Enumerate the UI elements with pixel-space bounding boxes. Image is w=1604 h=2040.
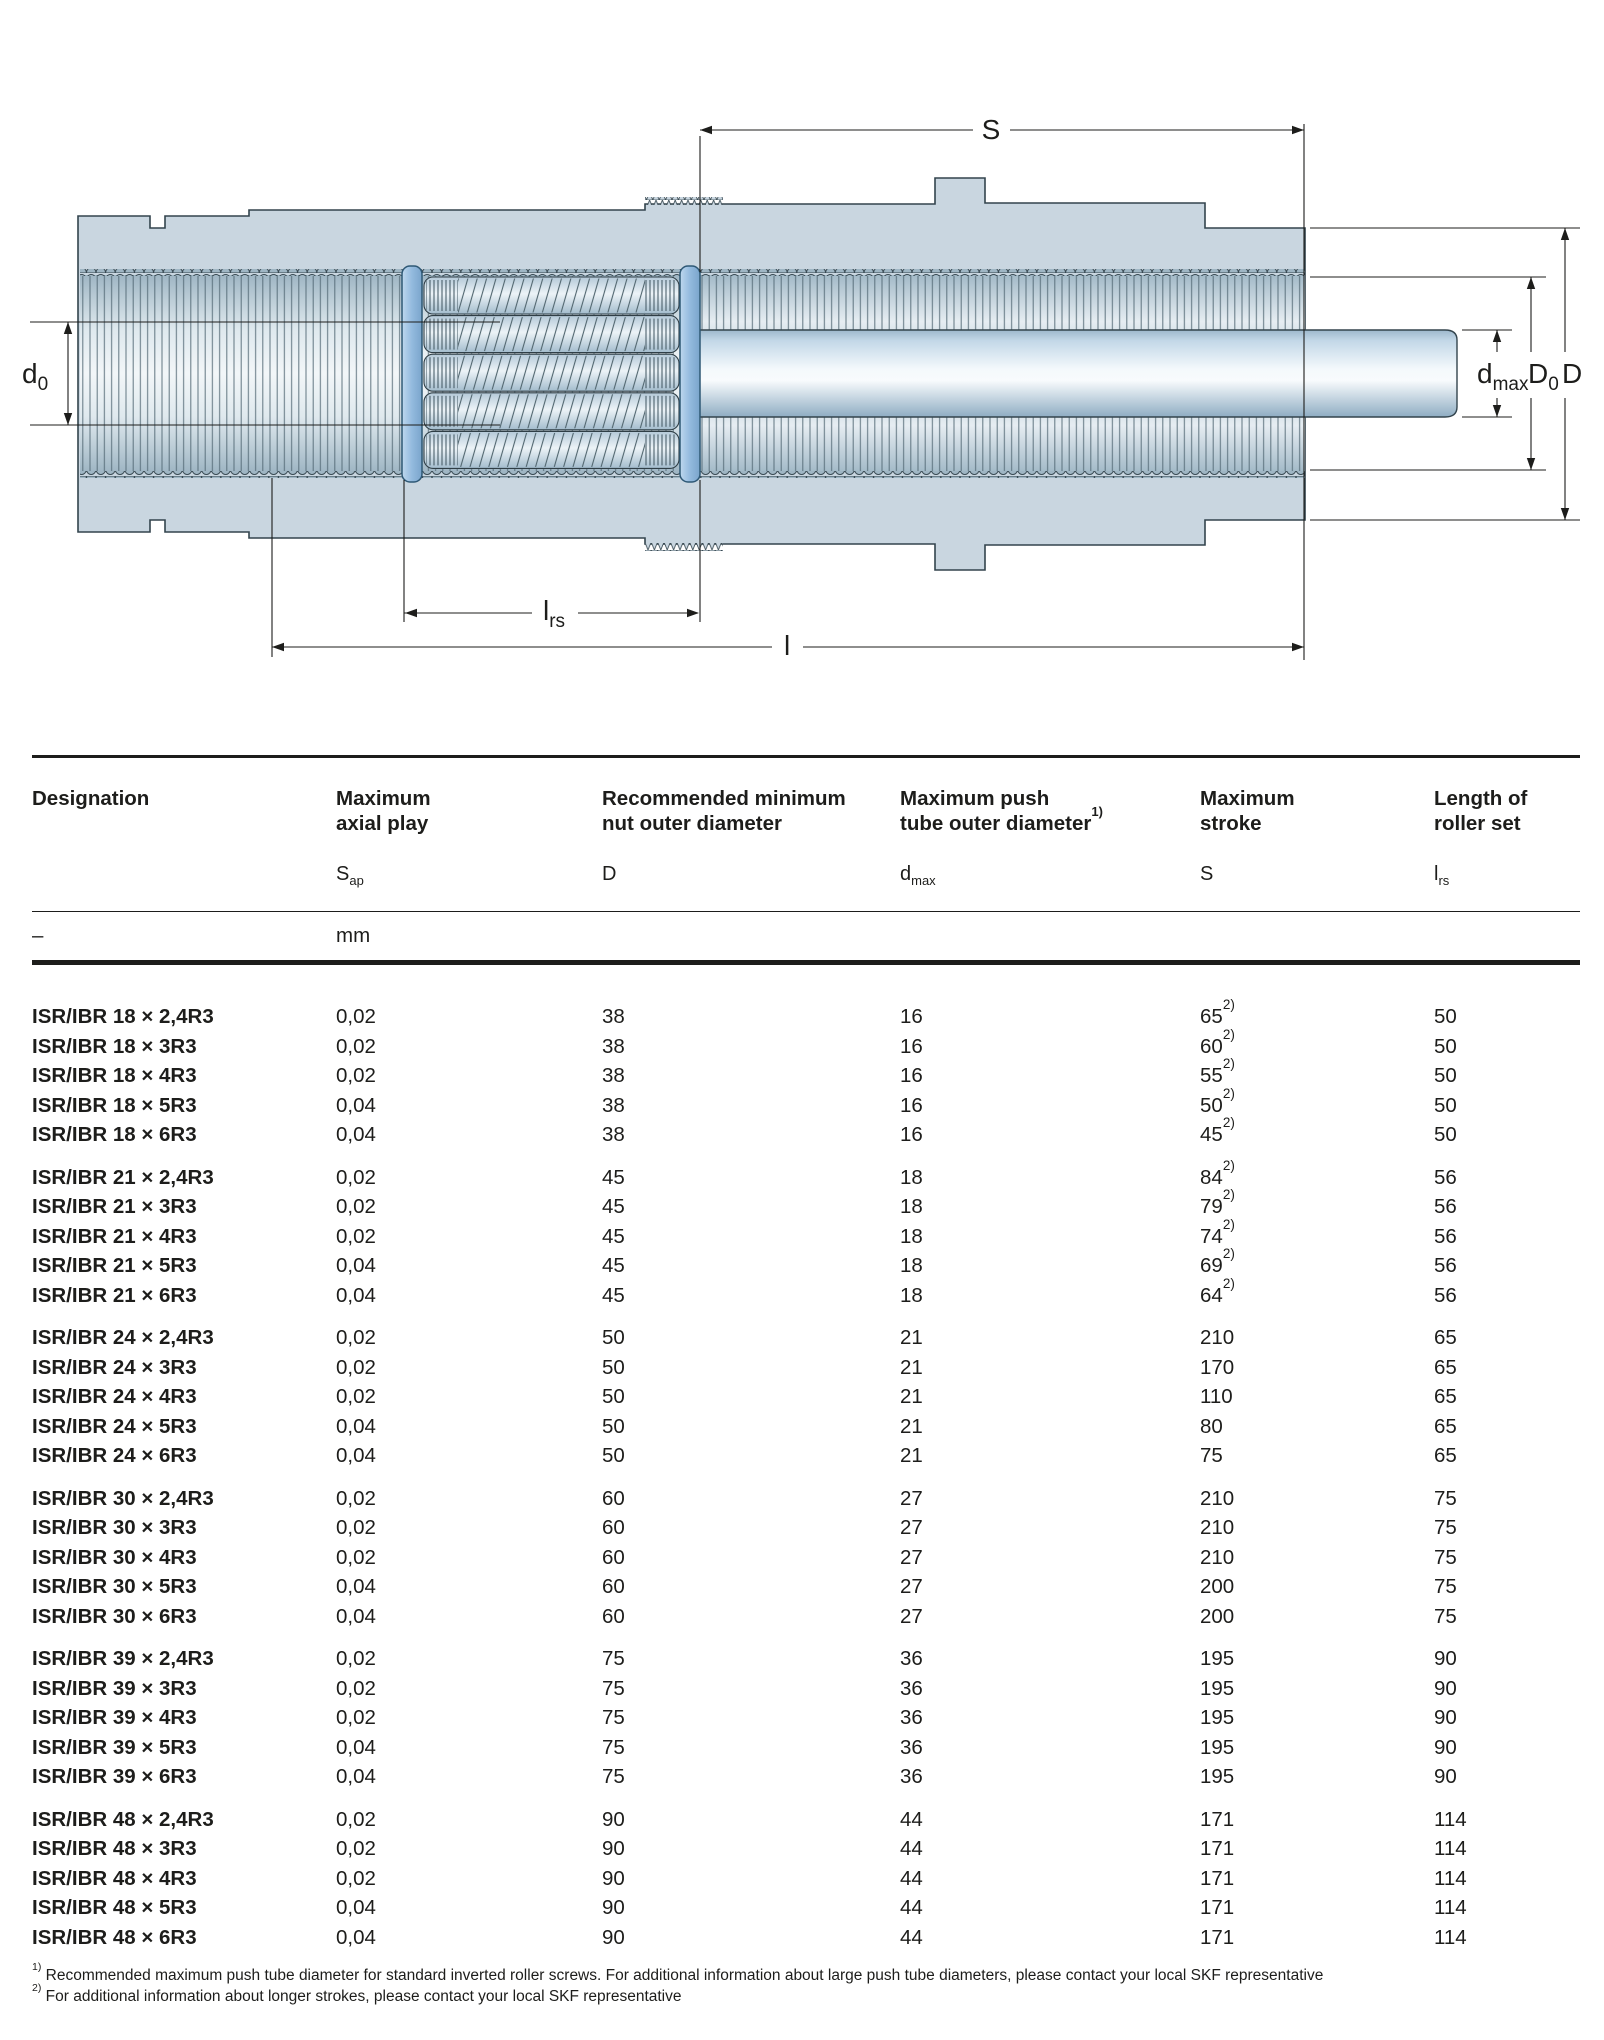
cell-nut-od: 90: [602, 1807, 625, 1831]
cell-designation: ISR/IBR 24 × 3R3: [32, 1355, 197, 1379]
cell-nut-od: 75: [602, 1647, 625, 1670]
footnote-ref-2: 2): [1222, 1056, 1235, 1072]
cell-push-tube-od: 16: [900, 1093, 923, 1117]
table-row: [32, 1484, 1580, 1514]
cell-push-tube-od: 16: [900, 1123, 923, 1146]
cell-push-tube-od: 36: [900, 1735, 923, 1759]
cell-push-tube-od: 16: [900, 1034, 923, 1058]
cell-stroke: 80: [1200, 1414, 1223, 1438]
cell-nut-od: 60: [602, 1545, 625, 1569]
roller: [424, 431, 679, 468]
cell-roller-set-length: 75: [1434, 1486, 1457, 1510]
roller: [424, 277, 679, 314]
cell-designation: ISR/IBR 48 × 3R3: [32, 1837, 197, 1860]
cell-nut-od: 60: [602, 1486, 625, 1510]
cell-roller-set-length: 114: [1434, 1896, 1467, 1919]
col-header-axial-play: Maximum axial play: [336, 786, 431, 835]
col-header-roller-set: Length of roller set: [1434, 786, 1528, 835]
cell-stroke: 50$^{2)}$: [1200, 1085, 1235, 1117]
cell-roller-set-length: 50: [1434, 1093, 1457, 1117]
cell-stroke: 74$^{2)}$: [1200, 1216, 1235, 1248]
cell-designation: ISR/IBR 18 × 5R3: [32, 1093, 197, 1117]
cell-axial-play: 0,02: [336, 1516, 376, 1539]
cell-roller-set-length: 50: [1434, 1005, 1457, 1028]
cell-push-tube-od: 21: [900, 1385, 923, 1408]
cell-nut-od: 38: [602, 1093, 625, 1117]
table-row: [32, 1246, 1580, 1281]
table-row: [32, 1187, 1580, 1222]
table-group: [32, 1157, 1580, 1311]
cell-roller-set-length: 50: [1434, 1064, 1457, 1087]
footnote-ref-1: 1): [1091, 803, 1103, 819]
cell-roller-set-length: 65: [1434, 1444, 1457, 1467]
table-row: [32, 1602, 1580, 1632]
cell-designation: ISR/IBR 21 × 6R3: [32, 1283, 197, 1307]
col-header-nut-od: Recommended minimum nut outer diameter: [602, 786, 846, 835]
cell-stroke: 110: [1200, 1385, 1233, 1408]
footnote-ref-2: 2): [1222, 997, 1235, 1013]
cell-designation: ISR/IBR 39 × 6R3: [32, 1765, 197, 1788]
table-row: [32, 1834, 1580, 1864]
footnote-ref-2: 2): [1222, 1026, 1235, 1042]
cell-axial-play: 0,02: [336, 1195, 376, 1218]
cell-push-tube-od: 18: [900, 1165, 923, 1189]
cell-axial-play: 0,02: [336, 1706, 376, 1729]
push-tube: [682, 330, 1457, 417]
footnote-ref-2: 2): [1222, 1085, 1235, 1101]
label-lrs: $l_{rs}$: [543, 595, 566, 632]
symbol-D: D: [602, 862, 617, 885]
label-l: l: [784, 630, 791, 661]
cell-axial-play: 0,02: [336, 1224, 376, 1248]
cell-stroke: 195: [1200, 1765, 1235, 1788]
table-group: [32, 997, 1580, 1150]
cell-nut-od: 60: [602, 1604, 625, 1628]
cell-nut-od: 50: [602, 1385, 625, 1408]
cell-axial-play: 0,02: [336, 1647, 376, 1670]
cell-push-tube-od: 21: [900, 1444, 923, 1467]
label-D: D: [1562, 358, 1583, 389]
cell-push-tube-od: 36: [900, 1676, 923, 1700]
table-row: [32, 1864, 1580, 1894]
cell-axial-play: 0,04: [336, 1414, 376, 1438]
cell-nut-od: 38: [602, 1123, 625, 1146]
cell-roller-set-length: 114: [1434, 1866, 1467, 1890]
table-row: [32, 1115, 1580, 1150]
cell-push-tube-od: 18: [900, 1283, 923, 1307]
cell-axial-play: 0,02: [336, 1807, 376, 1831]
units-mm: mm: [336, 924, 371, 947]
footnote-ref-2: 2): [1222, 1216, 1235, 1232]
cell-nut-od: 75: [602, 1676, 625, 1700]
cell-designation: ISR/IBR 24 × 5R3: [32, 1414, 197, 1438]
cell-designation: ISR/IBR 48 × 4R3: [32, 1866, 197, 1890]
cell-stroke: 64$^{2)}$: [1200, 1275, 1235, 1307]
cell-designation: ISR/IBR 39 × 3R3: [32, 1676, 197, 1700]
symbol-lrs: $l_{rs}$: [1434, 862, 1450, 888]
cell-axial-play: 0,02: [336, 1005, 376, 1028]
roller: [424, 393, 679, 430]
cell-designation: ISR/IBR 21 × 5R3: [32, 1254, 197, 1277]
dimension-table: [32, 755, 1580, 2007]
cell-stroke: 69$^{2)}$: [1200, 1246, 1235, 1277]
cell-designation: ISR/IBR 30 × 4R3: [32, 1545, 197, 1569]
cell-nut-od: 45: [602, 1283, 625, 1307]
cell-roller-set-length: 50: [1434, 1034, 1457, 1058]
cell-roller-set-length: 75: [1434, 1575, 1457, 1598]
label-D0: $D_0$: [1528, 358, 1559, 395]
cell-roller-set-length: 65: [1434, 1326, 1457, 1349]
cell-nut-od: 45: [602, 1224, 625, 1248]
cell-roller-set-length: 75: [1434, 1604, 1457, 1628]
cell-push-tube-od: 27: [900, 1604, 923, 1628]
cell-push-tube-od: 44: [900, 1925, 923, 1949]
footnote-ref-2: 2): [1222, 1275, 1235, 1291]
footnote-ref-2: 2): [1222, 1187, 1235, 1203]
table-row: [32, 1762, 1580, 1792]
cell-designation: ISR/IBR 30 × 3R3: [32, 1516, 197, 1539]
cell-designation: ISR/IBR 48 × 6R3: [32, 1925, 197, 1949]
footnote-2: $^{2)}$ For additional information about longer strokes, please contact your local SKF representative: [32, 1981, 682, 2005]
table-row: [32, 1543, 1580, 1573]
cell-nut-od: 60: [602, 1516, 625, 1539]
cell-push-tube-od: 44: [900, 1837, 923, 1860]
cell-roller-set-length: 90: [1434, 1765, 1457, 1788]
cell-axial-play: 0,04: [336, 1735, 376, 1759]
table-body: [32, 997, 1580, 1952]
cell-roller-set-length: 65: [1434, 1414, 1457, 1438]
cell-push-tube-od: 21: [900, 1326, 923, 1349]
symbol-dmax: $d_{max}$: [900, 862, 936, 888]
cell-push-tube-od: 36: [900, 1706, 923, 1729]
cell-stroke: 195: [1200, 1735, 1235, 1759]
cell-push-tube-od: 44: [900, 1866, 923, 1890]
cell-nut-od: 75: [602, 1735, 625, 1759]
cell-nut-od: 45: [602, 1165, 625, 1189]
label-dmax: $d_{max}$: [1477, 358, 1529, 395]
cell-axial-play: 0,04: [336, 1254, 376, 1277]
cell-roller-set-length: 90: [1434, 1706, 1457, 1729]
cell-stroke: 65$^{2)}$: [1200, 997, 1235, 1028]
cell-stroke: 195: [1200, 1647, 1235, 1670]
cell-roller-set-length: 90: [1434, 1676, 1457, 1700]
roller-set: [424, 277, 679, 468]
cell-designation: ISR/IBR 30 × 2,4R3: [32, 1486, 214, 1510]
cell-stroke: 200: [1200, 1575, 1235, 1598]
cell-axial-play: 0,02: [336, 1866, 376, 1890]
cell-stroke: 195: [1200, 1676, 1235, 1700]
cell-axial-play: 0,04: [336, 1123, 376, 1146]
cell-axial-play: 0,04: [336, 1925, 376, 1949]
knurl-bottom: [645, 543, 723, 551]
table-row: [32, 1572, 1580, 1602]
table-row: [32, 1382, 1580, 1412]
cell-roller-set-length: 90: [1434, 1735, 1457, 1759]
footnote-ref-2: 2): [1222, 1157, 1235, 1173]
cell-designation: ISR/IBR 48 × 2,4R3: [32, 1807, 214, 1831]
table-row: [32, 1923, 1580, 1953]
table-group: [32, 1644, 1580, 1792]
cell-nut-od: 90: [602, 1925, 625, 1949]
table-header-row: [32, 786, 1580, 836]
cell-nut-od: 50: [602, 1414, 625, 1438]
symbol-S: S: [1200, 862, 1214, 885]
cell-push-tube-od: 36: [900, 1765, 923, 1788]
col-header-designation: Designation: [32, 786, 150, 810]
cell-stroke: 210: [1200, 1516, 1235, 1539]
cell-axial-play: 0,04: [336, 1444, 376, 1467]
cell-push-tube-od: 27: [900, 1575, 923, 1598]
cell-designation: ISR/IBR 39 × 2,4R3: [32, 1647, 214, 1670]
cell-roller-set-length: 56: [1434, 1224, 1457, 1248]
cell-roller-set-length: 90: [1434, 1647, 1457, 1670]
table-group: [32, 1323, 1580, 1471]
nut-thread-bottom: [700, 417, 1305, 478]
cell-designation: ISR/IBR 24 × 6R3: [32, 1444, 197, 1467]
cell-designation: ISR/IBR 21 × 4R3: [32, 1224, 197, 1248]
table-row: [32, 997, 1580, 1032]
footnote-1: $^{1)}$ Recommended maximum push tube diameter for standard inverted roller screws. For additional information about large push tube diameters, please contact your local SKF representative: [32, 1960, 1324, 1984]
cell-axial-play: 0,02: [336, 1355, 376, 1379]
table-row: [32, 1085, 1580, 1121]
label-d0: $d_0$: [22, 358, 49, 395]
cell-push-tube-od: 44: [900, 1807, 923, 1831]
cell-roller-set-length: 114: [1434, 1807, 1467, 1831]
cell-axial-play: 0,02: [336, 1486, 376, 1510]
table-row: [32, 1056, 1580, 1091]
cell-designation: ISR/IBR 39 × 5R3: [32, 1735, 197, 1759]
table-row: [32, 1513, 1580, 1543]
cell-axial-play: 0,02: [336, 1034, 376, 1058]
symbol-sap: $S_{ap}$: [336, 862, 364, 888]
cell-nut-od: 45: [602, 1254, 625, 1277]
cell-nut-od: 50: [602, 1326, 625, 1349]
cell-axial-play: 0,04: [336, 1283, 376, 1307]
cell-axial-play: 0,04: [336, 1575, 376, 1598]
cell-nut-od: 38: [602, 1005, 625, 1028]
cell-nut-od: 90: [602, 1837, 625, 1860]
cell-designation: ISR/IBR 18 × 2,4R3: [32, 1005, 214, 1028]
table-row: [32, 1441, 1580, 1471]
cell-designation: ISR/IBR 30 × 6R3: [32, 1604, 197, 1628]
cell-axial-play: 0,02: [336, 1676, 376, 1700]
cell-stroke: 210: [1200, 1545, 1235, 1569]
footnote-ref-2: 2): [1222, 1246, 1235, 1262]
cell-nut-od: 60: [602, 1575, 625, 1598]
table-row: [32, 1805, 1580, 1835]
cell-push-tube-od: 18: [900, 1224, 923, 1248]
cell-stroke: 84$^{2)}$: [1200, 1157, 1235, 1189]
units-dash: –: [32, 924, 44, 947]
cell-push-tube-od: 18: [900, 1254, 923, 1277]
cell-push-tube-od: 18: [900, 1195, 923, 1218]
col-header-push-tube-od: Maximum push tube outer diameter$^{1)}$: [900, 786, 1103, 835]
table-row: [32, 1733, 1580, 1763]
cell-designation: ISR/IBR 18 × 6R3: [32, 1123, 197, 1146]
cell-axial-play: 0,04: [336, 1093, 376, 1117]
table-row: [32, 1323, 1580, 1353]
table-rule-thick: [32, 960, 1580, 965]
roller-screw-diagram: [0, 0, 1604, 700]
nut-thread-top: [700, 269, 1305, 330]
cell-designation: ISR/IBR 48 × 5R3: [32, 1896, 197, 1919]
cell-nut-od: 50: [602, 1444, 625, 1467]
cell-push-tube-od: 27: [900, 1545, 923, 1569]
table-rule-top: [32, 755, 1580, 758]
table-row: [32, 1703, 1580, 1733]
cell-nut-od: 38: [602, 1064, 625, 1087]
col-header-stroke: Maximum stroke: [1200, 786, 1295, 835]
table-group: [32, 1805, 1580, 1953]
table-row: [32, 1026, 1580, 1062]
cell-roller-set-length: 114: [1434, 1925, 1467, 1949]
cell-designation: ISR/IBR 18 × 3R3: [32, 1034, 197, 1058]
cell-stroke: 171: [1200, 1807, 1235, 1831]
cell-stroke: 171: [1200, 1866, 1235, 1890]
footnote-ref-2: 2): [1222, 1115, 1235, 1131]
cell-stroke: 60$^{2)}$: [1200, 1026, 1235, 1058]
cell-designation: ISR/IBR 24 × 4R3: [32, 1385, 197, 1408]
cell-designation: ISR/IBR 39 × 4R3: [32, 1706, 197, 1729]
table-symbol-row: [32, 862, 1580, 893]
cell-push-tube-od: 21: [900, 1355, 923, 1379]
cell-axial-play: 0,02: [336, 1064, 376, 1087]
roller: [424, 316, 679, 353]
cell-roller-set-length: 65: [1434, 1385, 1457, 1408]
roller: [424, 354, 679, 391]
cell-nut-od: 50: [602, 1355, 625, 1379]
cell-axial-play: 0,02: [336, 1165, 376, 1189]
cell-designation: ISR/IBR 21 × 3R3: [32, 1195, 197, 1218]
roller-ring-right: [680, 266, 700, 482]
cell-axial-play: 0,02: [336, 1326, 376, 1349]
cell-axial-play: 0,04: [336, 1765, 376, 1788]
table-row: [32, 1644, 1580, 1674]
cell-designation: ISR/IBR 24 × 2,4R3: [32, 1326, 214, 1349]
roller-ring-left: [402, 266, 422, 482]
cell-nut-od: 45: [602, 1195, 625, 1218]
table-row: [32, 1275, 1580, 1311]
cell-stroke: 55$^{2)}$: [1200, 1056, 1235, 1087]
cell-stroke: 195: [1200, 1706, 1235, 1729]
cell-stroke: 200: [1200, 1604, 1235, 1628]
table-row: [32, 1157, 1580, 1193]
cell-axial-play: 0,04: [336, 1604, 376, 1628]
cell-roller-set-length: 56: [1434, 1283, 1457, 1307]
table-row: [32, 1353, 1580, 1383]
table-units-row: [32, 912, 1580, 960]
cell-nut-od: 90: [602, 1866, 625, 1890]
table-row: [32, 1412, 1580, 1442]
footnotes: [32, 1960, 1580, 2007]
table-row: [32, 1216, 1580, 1252]
cell-roller-set-length: 56: [1434, 1195, 1457, 1218]
cell-designation: ISR/IBR 18 × 4R3: [32, 1064, 197, 1087]
knurl-top: [645, 197, 723, 205]
cell-roller-set-length: 114: [1434, 1837, 1467, 1860]
cell-axial-play: 0,02: [336, 1385, 376, 1408]
cell-axial-play: 0,02: [336, 1837, 376, 1860]
cell-designation: ISR/IBR 30 × 5R3: [32, 1575, 197, 1598]
cell-stroke: 210: [1200, 1486, 1235, 1510]
cell-nut-od: 75: [602, 1765, 625, 1788]
cell-roller-set-length: 75: [1434, 1516, 1457, 1539]
cell-push-tube-od: 44: [900, 1896, 923, 1919]
cell-nut-od: 75: [602, 1706, 625, 1729]
cell-nut-od: 90: [602, 1896, 625, 1919]
table-row: [32, 1893, 1580, 1923]
table-group: [32, 1484, 1580, 1632]
cell-stroke: 171: [1200, 1925, 1235, 1949]
cell-roller-set-length: 65: [1434, 1355, 1457, 1379]
cell-roller-set-length: 50: [1434, 1123, 1457, 1146]
cell-stroke: 171: [1200, 1896, 1235, 1919]
cell-stroke: 210: [1200, 1326, 1235, 1349]
cell-axial-play: 0,04: [336, 1896, 376, 1919]
cell-push-tube-od: 36: [900, 1647, 923, 1670]
cell-stroke: 170: [1200, 1355, 1235, 1379]
cell-stroke: 75: [1200, 1444, 1223, 1467]
cell-push-tube-od: 16: [900, 1064, 923, 1087]
cell-designation: ISR/IBR 21 × 2,4R3: [32, 1165, 214, 1189]
cell-push-tube-od: 21: [900, 1414, 923, 1438]
symbol-empty: [32, 862, 336, 893]
cell-nut-od: 38: [602, 1034, 625, 1058]
table-row: [32, 1674, 1580, 1704]
cell-stroke: 45$^{2)}$: [1200, 1115, 1235, 1146]
cell-push-tube-od: 27: [900, 1516, 923, 1539]
cell-roller-set-length: 56: [1434, 1165, 1457, 1189]
cell-push-tube-od: 27: [900, 1486, 923, 1510]
cell-roller-set-length: 56: [1434, 1254, 1457, 1277]
cell-stroke: 171: [1200, 1837, 1235, 1860]
cell-stroke: 79$^{2)}$: [1200, 1187, 1235, 1218]
label-stroke-S: S: [981, 114, 1001, 145]
cell-push-tube-od: 16: [900, 1005, 923, 1028]
cell-axial-play: 0,02: [336, 1545, 376, 1569]
cell-roller-set-length: 75: [1434, 1545, 1457, 1569]
